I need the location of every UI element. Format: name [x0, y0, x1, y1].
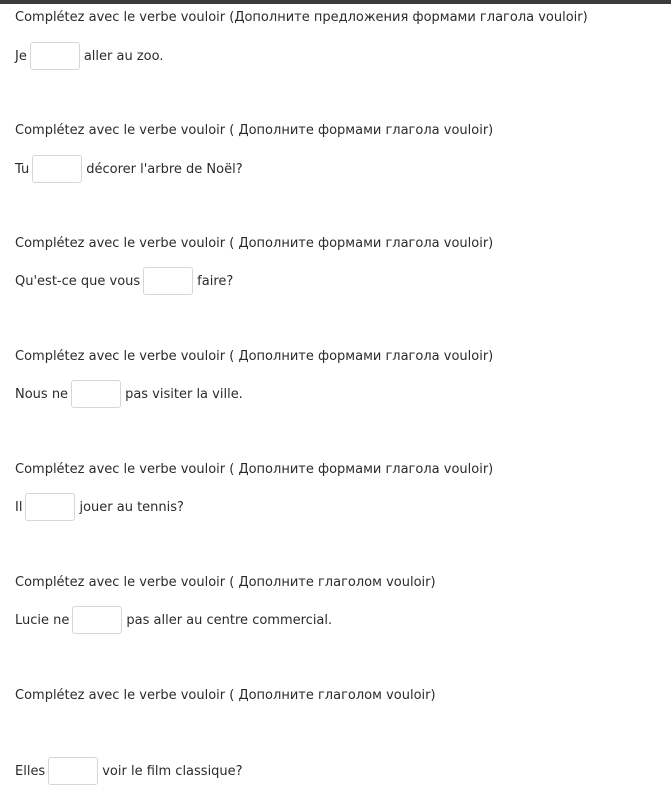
sentence-end: pas visiter la ville.: [125, 386, 243, 402]
answer-input[interactable]: [25, 493, 75, 521]
exercise-instruction: Complétez avec le verbe vouloir (Дополните предложения формами глагола vouloir): [15, 10, 588, 25]
exercise-sentence: [15, 605, 332, 635]
sentence-end: jouer au tennis?: [79, 499, 184, 515]
sentence-start: Il: [15, 499, 23, 515]
sentence-start: Tu: [15, 161, 30, 177]
exercise-sentence: [15, 266, 233, 296]
exercise-instruction: Complétez avec le verbe vouloir ( Дополните формами глагола vouloir): [15, 462, 494, 477]
top-bar: [0, 0, 671, 4]
sentence-start: Nous ne: [15, 386, 69, 402]
sentence-end: aller au zoo.: [83, 48, 164, 64]
sentence-start: Lucie ne: [15, 612, 70, 628]
exercise-instruction: Complétez avec le verbe vouloir ( Дополните глаголом vouloir): [15, 688, 436, 703]
exercise-instruction: Complétez avec le verbe vouloir ( Дополните формами глагола vouloir): [15, 123, 494, 138]
answer-input[interactable]: [143, 267, 193, 295]
answer-input[interactable]: [72, 606, 122, 634]
exercise-sentence: [15, 154, 243, 184]
exercise-sentence: [15, 756, 243, 786]
exercise-instruction: Complétez avec le verbe vouloir ( Дополните глаголом vouloir): [15, 575, 436, 590]
sentence-start: Elles: [15, 763, 46, 779]
sentence-end: décorer l'arbre de Noël?: [86, 161, 243, 177]
sentence-end: faire?: [197, 273, 234, 289]
exercise-instruction: Complétez avec le verbe vouloir ( Дополните формами глагола vouloir): [15, 349, 494, 364]
answer-input[interactable]: [32, 155, 82, 183]
sentence-end: voir le film classique?: [102, 763, 243, 779]
sentence-start: Je: [15, 48, 27, 64]
answer-input[interactable]: [30, 42, 80, 70]
exercise-sentence: [15, 41, 163, 71]
sentence-end: pas aller au centre commercial.: [126, 612, 333, 628]
sentence-start: Qu'est-ce que vous: [15, 273, 141, 289]
exercise-instruction: Complétez avec le verbe vouloir ( Дополните формами глагола vouloir): [15, 236, 494, 251]
exercise-sentence: [15, 492, 184, 522]
answer-input[interactable]: [71, 380, 121, 408]
answer-input[interactable]: [48, 757, 98, 785]
exercise-sentence: [15, 379, 243, 409]
